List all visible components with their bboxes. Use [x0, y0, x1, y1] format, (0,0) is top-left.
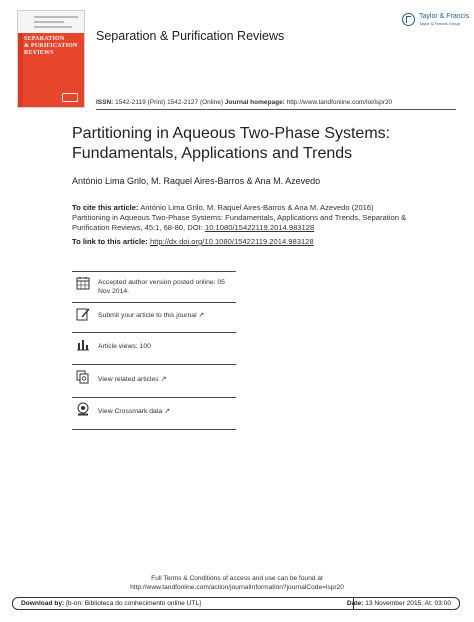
- download-by-label: Download by:: [21, 600, 65, 607]
- related-articles-link[interactable]: View related articles: [98, 376, 159, 383]
- calendar-icon: [76, 276, 90, 290]
- article-doi-link[interactable]: http://dx.doi.org/10.1080/15422119.2014.983128: [149, 237, 314, 246]
- cover-header-band: [18, 11, 84, 33]
- submit-article-link[interactable]: Submit your article to this journal: [98, 312, 197, 319]
- external-link-icon: ↗: [164, 408, 171, 415]
- cover-publisher-logo: [62, 93, 78, 102]
- issn-line: [96, 99, 392, 106]
- citation-text: António Lima Grilo, M. Raquel Aires-Barros & Ana M. Azevedo (2016) Partitioning in Aqueous Two-Phase Systems: Fundamentals, Applications and Trends, Separation & Purification Reviews, 45:1, 68-80, DOI:: [72, 203, 407, 232]
- publisher-name: Taylor & Francis: [419, 13, 470, 20]
- download-date-label: Date:: [346, 600, 364, 607]
- terms-footer: [70, 574, 404, 592]
- journal-title[interactable]: Separation & Purification Reviews: [96, 29, 285, 43]
- publisher-subtitle: Taylor & Francis Group: [419, 21, 460, 26]
- item-divider: [72, 364, 236, 365]
- publisher-logo-icon: [402, 13, 415, 26]
- bar-chart-icon: [76, 337, 90, 351]
- cover-title-line: REVIEWS: [24, 50, 54, 56]
- download-by: [21, 598, 201, 609]
- issn-label: ISSN:: [96, 99, 114, 106]
- header-divider: [96, 109, 456, 110]
- link-to-article: [72, 237, 314, 246]
- homepage-link[interactable]: http://www.tandfonline.com/loi/lspr20: [286, 99, 393, 106]
- external-link-icon: ↗: [198, 312, 205, 319]
- pencil-icon: [76, 307, 90, 321]
- cover-header-line: [34, 16, 78, 18]
- article-authors: António Lima Grilo, M. Raquel Aires-Barros & Ana M. Azevedo: [72, 176, 321, 186]
- crossmark-icon: [76, 402, 90, 416]
- link-to-article-label: To link to this article:: [72, 237, 148, 246]
- citation-doi-link[interactable]: 10.1080/15422119.2014.983128: [204, 223, 315, 232]
- terms-link[interactable]: http://www.tandfonline.com/action/journalInformation?journalCode=lspr20: [130, 584, 344, 591]
- article-title-line: Partitioning in Aqueous Two-Phase Systems:: [72, 125, 391, 142]
- item-crossmark[interactable]: [98, 407, 170, 416]
- item-divider: [72, 302, 236, 303]
- cover-title: [24, 36, 82, 57]
- cover-header-line: [34, 26, 72, 28]
- crossmark-link[interactable]: View Crossmark data: [98, 408, 163, 415]
- download-date-value: 13 November 2015, At: 03:00: [365, 600, 451, 607]
- item-accepted-text: Accepted author version posted online: 05 Nov 2014.: [98, 279, 225, 295]
- article-title-line: Fundamentals, Applications and Trends: [72, 145, 353, 162]
- cover-title-line: & PURIFICATION: [24, 43, 78, 49]
- cover-header-line: [34, 21, 64, 23]
- article-views: Article views: 100: [98, 343, 151, 350]
- download-info-bar: [12, 597, 460, 610]
- item-divider: [72, 397, 236, 398]
- article-title: [72, 124, 432, 164]
- issn-value: 1542-2119 (Print) 1542-2127 (Online): [115, 99, 224, 106]
- citation-block: [72, 203, 412, 233]
- item-divider: [72, 429, 236, 430]
- download-by-value: [b-on: Biblioteca do conhecimento online UTL]: [66, 600, 201, 607]
- journal-cover: [17, 10, 85, 108]
- item-related[interactable]: [98, 375, 166, 384]
- homepage-label: Journal homepage:: [224, 99, 285, 106]
- citation-label: To cite this article:: [72, 203, 139, 212]
- download-date: [347, 598, 451, 609]
- external-link-icon: ↗: [160, 376, 167, 383]
- item-submit[interactable]: [98, 311, 204, 320]
- cover-title-line: SEPARATION: [24, 36, 65, 42]
- item-divider: [72, 332, 236, 333]
- documents-icon: [76, 370, 90, 384]
- terms-text: Full Terms & Conditions of access and use can be found at: [151, 575, 323, 582]
- item-divider: [72, 271, 236, 272]
